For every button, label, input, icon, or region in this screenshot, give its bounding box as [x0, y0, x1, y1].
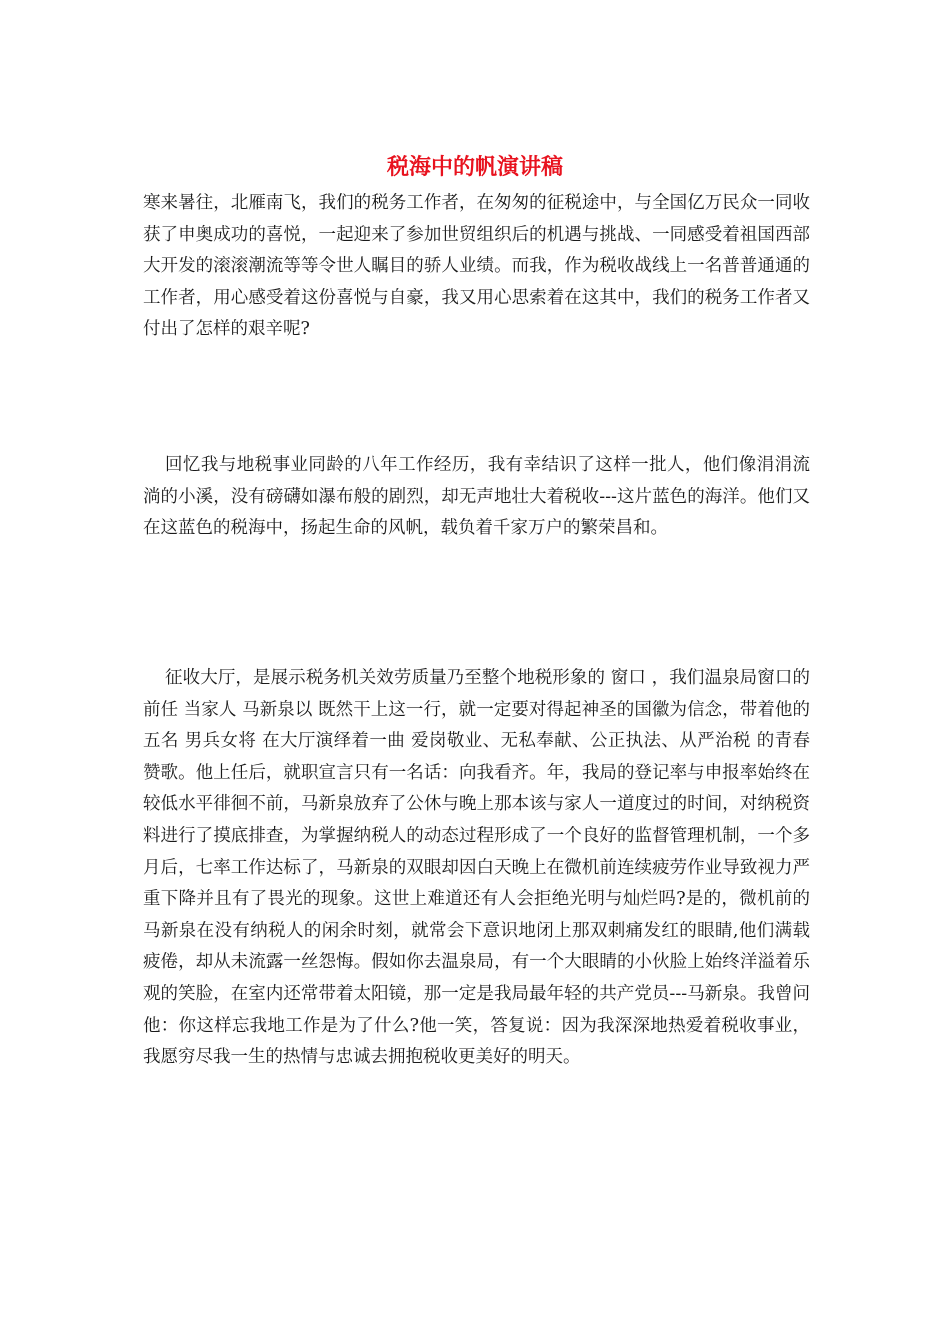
- paragraph-intro: 寒来暑往，北雁南飞，我们的税务工作者，在匆匆的征税途中，与全国亿万民众一同收获了申奥成功的喜悦，一起迎来了参加世贸组织后的机遇与挑战、一同感受着祖国西部大开发的滚滚潮流等等令世人瞩目的骄人业绩。而我，作为税收战线上一名普普通通的工作者，用心感受着这份喜悦与自豪，我又用心思索着在这其中，我们的税务工作者又付出了怎样的艰辛呢?: [143, 193, 810, 340]
- paragraph-service-hall: 征收大厅，是展示税务机关效劳质量乃至整个地税形象的 窗口 ，我们温泉局窗口的前任 当家人 马新泉以 既然干上这一行，就一定要对得起神圣的国徽为信念，带着他的五名 男兵女将 在大厅演绎着一曲 爱岗敬业、无私奉献、公正执法、从严治税 的青春赞歌。他上任后，就职宣言只有一名话：向我看齐。年，我局的登记率与申报率始终在较低水平徘徊不前，马新泉放弃了公休与晚上那本该与家人一道度过的时间，对纳税资料进行了摸底排查，为掌握纳税人的动态过程形成了一个良好的监督管理机制，一个多月后，七率工作达标了，马新泉的双眼却因白天晚上在微机前连续疲劳作业导致视力严重下降并且有了畏光的现象。这世上难道还有人会拒绝光明与灿烂吗?是的，微机前的马新泉在没有纳税人的闲余时刻，就常会下意识地闭上那双刺痛发红的眼睛,他们满载疲倦，却从未流露一丝怨悔。假如你去温泉局，有一个大眼睛的小伙脸上始终洋溢着乐观的笑脸，在室内还常带着太阳镜，那一定是我局最年轻的共产党员---马新泉。我曾问他：你这样忘我地工作是为了什么?他一笑，答复说：因为我深深地热爱着税收事业，我愿穷尽我一生的热情与忠诚去拥抱税收更美好的明天。: [143, 668, 810, 1068]
- document-title: 税海中的帆演讲稿: [386, 154, 563, 180]
- paragraph-memories: 回忆我与地税事业同龄的八年工作经历，我有幸结识了这样一批人，他们像涓涓流淌的小溪，没有磅礴如瀑布般的剧烈，却无声地壮大着税收---这片蓝色的海洋。他们又在这蓝色的税海中，扬起生命的风帆，载负着千家万户的繁荣昌和。: [143, 455, 810, 539]
